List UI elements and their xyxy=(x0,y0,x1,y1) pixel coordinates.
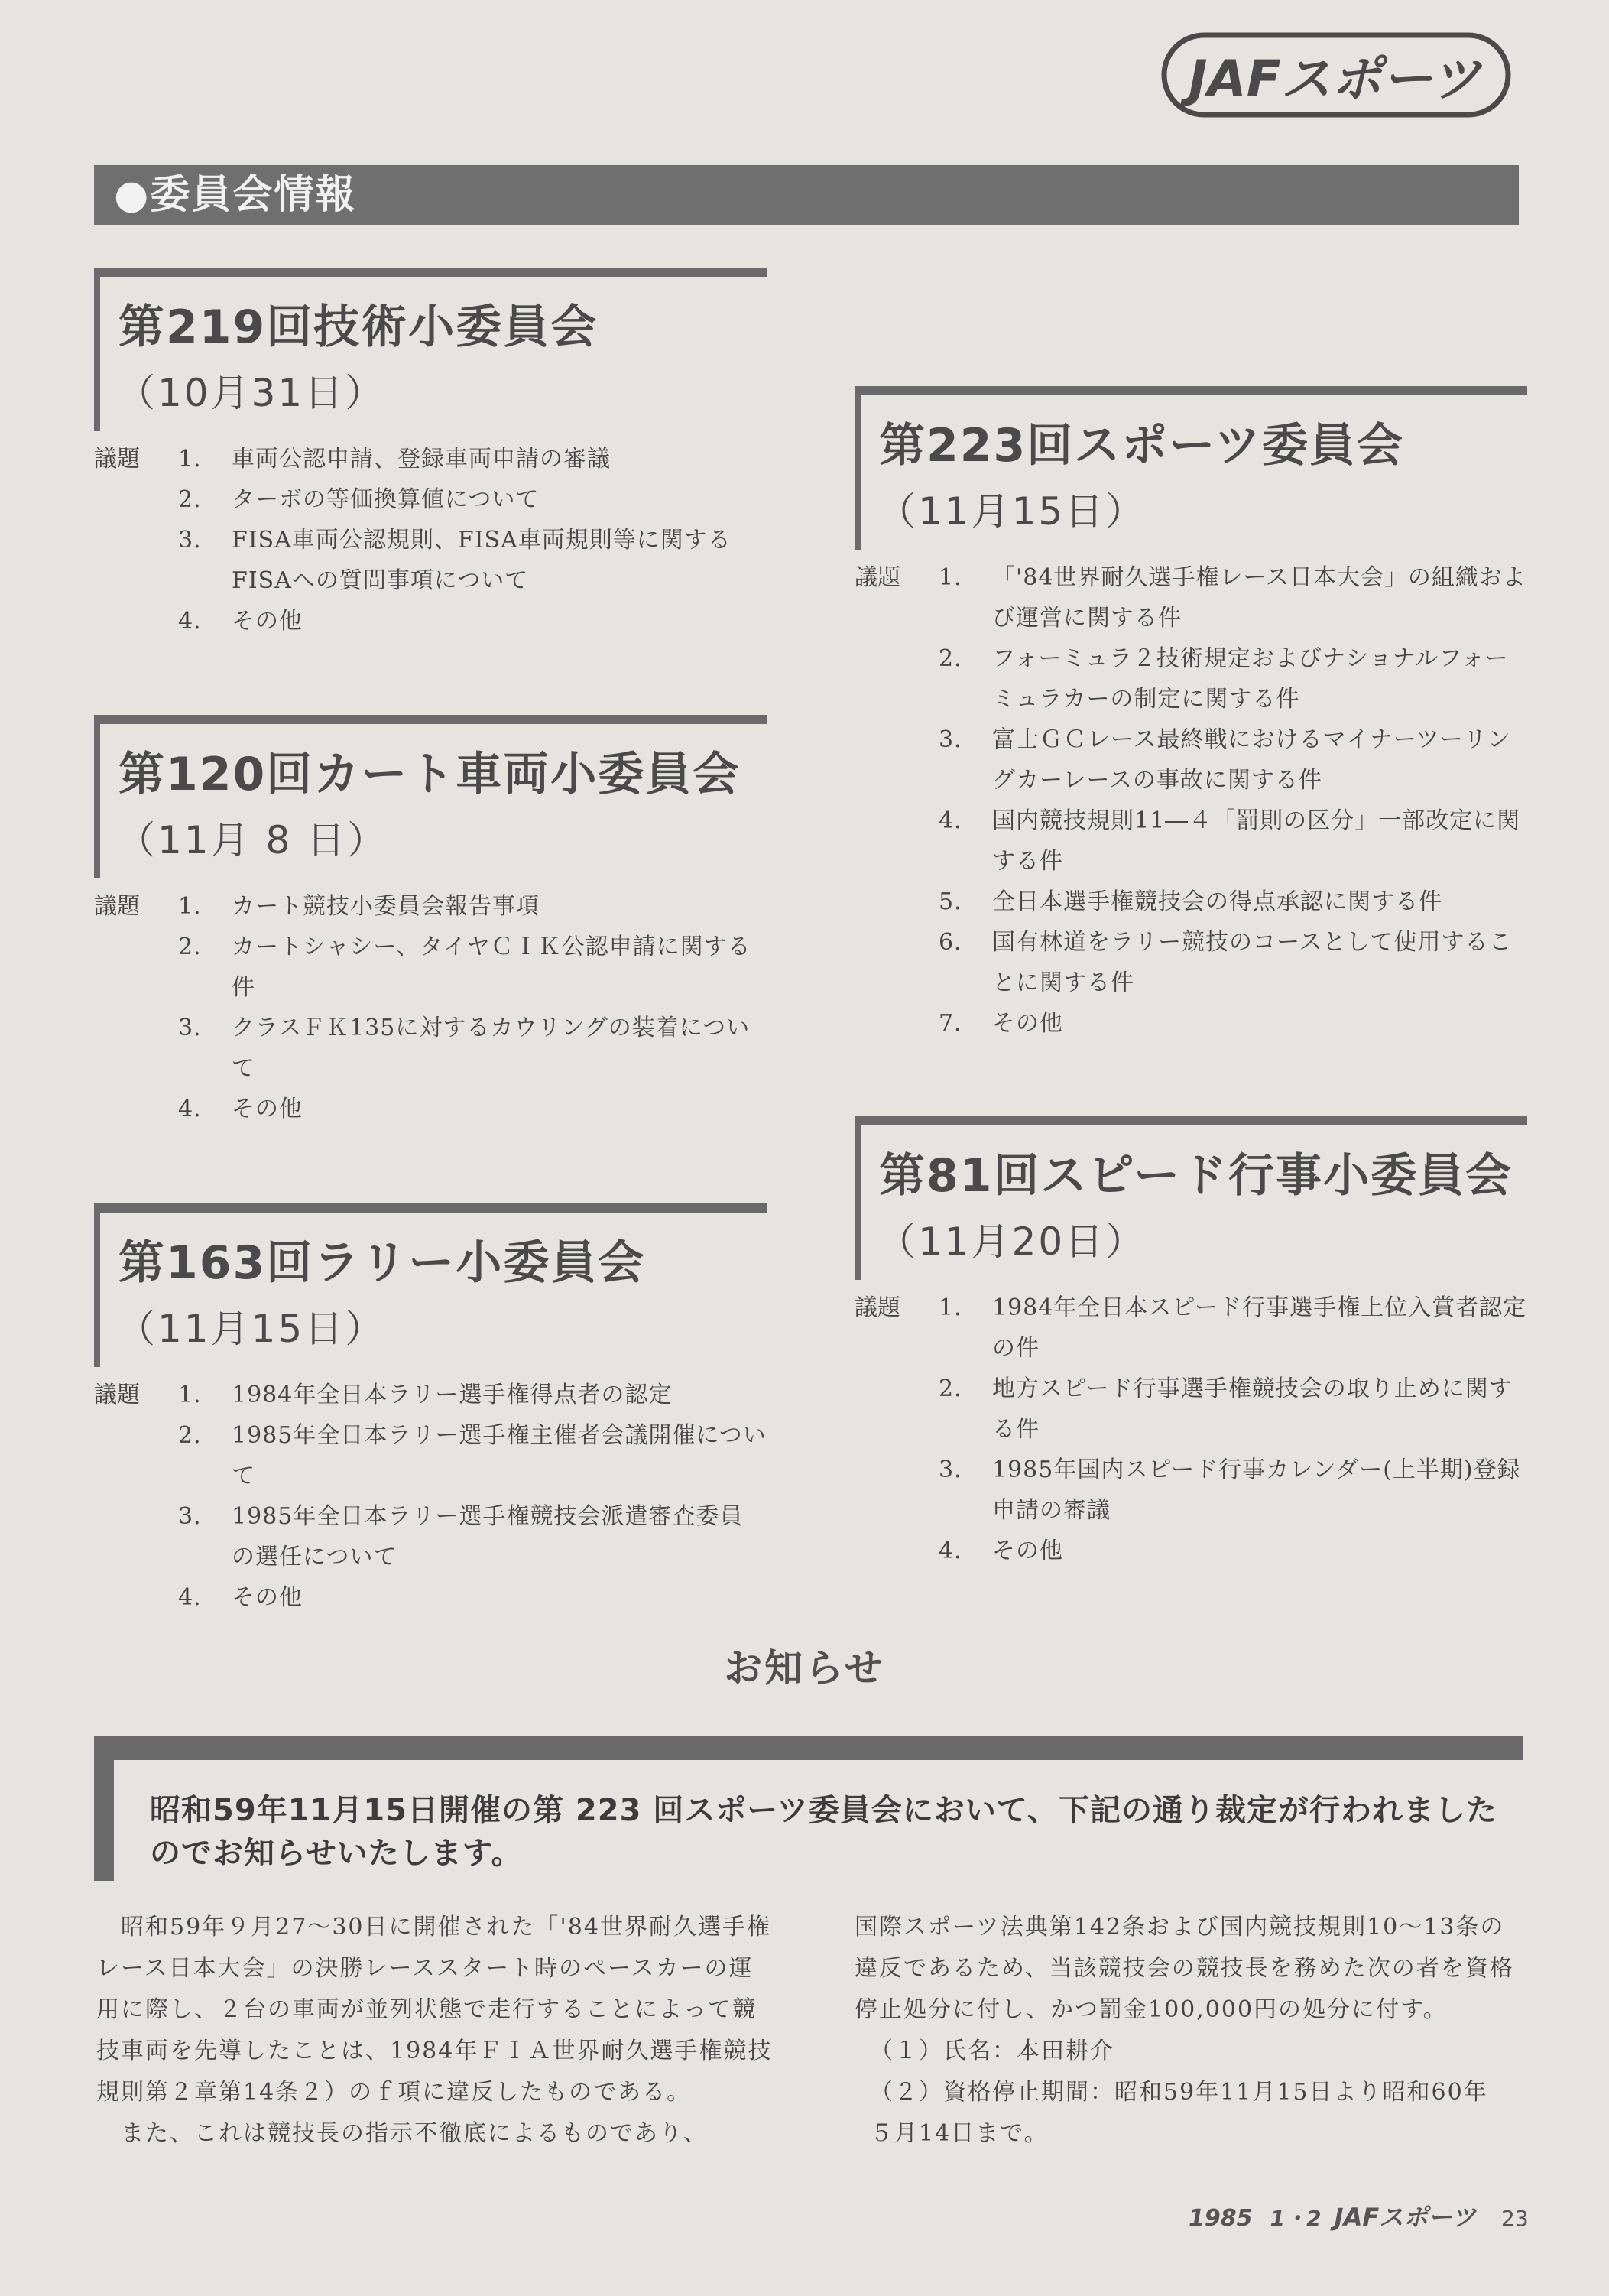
agenda-item-number: 1． xyxy=(178,893,218,920)
committee-219 xyxy=(94,268,767,641)
agenda-item-text: 1985年全日本ラリー選手権競技会派遣審査委員の選任について xyxy=(232,1503,744,1570)
committee-date: （11月20日） xyxy=(877,1219,1147,1264)
agenda-item-number: 4． xyxy=(939,807,978,834)
agenda-item xyxy=(939,1450,1527,1531)
notice-body-left xyxy=(96,1907,777,2155)
agenda-item-text: 車両公認申請、登録車両申請の審議 xyxy=(232,446,611,473)
agenda-item-text: カートシャシー、タイヤＣＩＫ公認申請に関する件 xyxy=(232,934,751,1001)
agenda xyxy=(94,439,767,641)
notice-lead: 昭和59年11月15日開催の第 223 回スポーツ委員会において、下記の通り裁定が行われましたのでお知らせいたします。 xyxy=(150,1793,1497,1871)
agenda-item-text: 国有林道をラリー競技のコースとして使用することに関する件 xyxy=(992,929,1513,996)
jaf-sports-logo xyxy=(1158,29,1517,121)
logo-text: JAFスポーツ xyxy=(1189,50,1481,109)
agenda-item-number: 3． xyxy=(939,726,978,753)
committee-header xyxy=(94,715,767,878)
committee-title: 第120回カート車両小委員会 xyxy=(118,748,741,801)
agenda-item-number: 2． xyxy=(939,1375,978,1402)
agenda xyxy=(855,1288,1527,1571)
penalty-period: （２）資格停止期間：昭和59年11月15日より昭和60年５月14日まで。 xyxy=(870,2079,1488,2147)
agenda-item xyxy=(178,1008,767,1089)
agenda-item xyxy=(939,882,1527,922)
logo-graphic xyxy=(1158,29,1517,121)
committee-223 xyxy=(855,386,1527,1044)
footer-month: 1・2 xyxy=(1270,2206,1322,2231)
agenda-item-text: その他 xyxy=(992,1538,1063,1564)
agenda-item-number: 4． xyxy=(939,1538,978,1564)
committee-date: （11月15日） xyxy=(877,489,1147,534)
agenda-label: 議題 xyxy=(94,893,140,920)
agenda-item xyxy=(939,1003,1527,1044)
committee-title: 第81回スピード行事小委員会 xyxy=(879,1149,1513,1203)
agenda-item-text: ターボの等価換算値について xyxy=(232,486,540,513)
agenda-item-number: 3． xyxy=(939,1457,978,1483)
agenda-item-number: 4． xyxy=(178,608,218,635)
agenda-item-text: 1985年国内スピード行事カレンダー(上半期)登録申請の審議 xyxy=(992,1457,1521,1524)
agenda-item-text: 1984年全日本ラリー選手権得点者の認定 xyxy=(232,1382,673,1408)
committee-title: 第219回技術小委員会 xyxy=(118,300,599,354)
agenda-item xyxy=(939,1369,1527,1450)
agenda-item-text: 全日本選手権競技会の得点承認に関する件 xyxy=(992,888,1442,915)
agenda-item xyxy=(178,1415,767,1496)
committee-120 xyxy=(94,715,767,1129)
agenda-item xyxy=(178,1496,767,1577)
committee-title: 第223回スポーツ委員会 xyxy=(879,419,1404,473)
agenda-item-text: その他 xyxy=(232,608,303,635)
agenda xyxy=(855,557,1527,1044)
agenda-item-text: 1985年全日本ラリー選手権主催者会議開催について xyxy=(232,1422,767,1489)
footer-logo: JAFスポーツ xyxy=(1334,2203,1476,2232)
committee-header xyxy=(855,1116,1527,1280)
agenda-item xyxy=(178,439,767,479)
notice-heading: お知らせ xyxy=(724,1646,885,1690)
agenda-item-text: その他 xyxy=(992,1010,1063,1037)
agenda-item-text: クラスＦＫ135に対するカウリングの装着について xyxy=(232,1015,751,1082)
agenda-item xyxy=(178,927,767,1008)
agenda-item xyxy=(939,1288,1527,1369)
page-footer xyxy=(1189,2198,1529,2232)
agenda-item-text: 1984年全日本スピード行事選手権上位入賞者認定の件 xyxy=(992,1294,1527,1362)
footer-year: 1985 xyxy=(1189,2205,1253,2232)
notice-paragraph: 国際スポーツ法典第142条および国内競技規則10～13条の違反であるため、当該競技会の競技長を務めた次の者を資格停止処分に付し、かつ罰金100,000円の処分に付す。 xyxy=(855,1914,1514,2023)
agenda-item-text: フォーミュラ２技術規定およびナショナルフォーミュラカーの制定に関する件 xyxy=(992,645,1509,713)
penalty-name: （１）氏名：本田耕介 xyxy=(870,2038,1114,2064)
agenda xyxy=(94,886,767,1129)
agenda-label: 議題 xyxy=(94,1382,140,1408)
agenda-item xyxy=(178,886,767,927)
agenda-label: 議題 xyxy=(855,564,900,591)
committee-header xyxy=(94,1203,767,1367)
agenda-item xyxy=(939,719,1527,801)
notice-body-right xyxy=(855,1907,1527,2155)
committee-date: （10月31日） xyxy=(117,371,386,415)
agenda-item-number: 3． xyxy=(178,1015,218,1041)
notice-paragraph: また、これは競技長の指示不徹底によるものであり、 xyxy=(96,2120,708,2147)
agenda-item xyxy=(178,1375,767,1415)
agenda-item xyxy=(178,520,767,601)
agenda-item-number: 1． xyxy=(939,564,978,591)
agenda-item-number: 7． xyxy=(939,1010,978,1037)
section-title-bar xyxy=(94,165,1519,225)
committee-title: 第163回ラリー小委員会 xyxy=(118,1236,646,1290)
agenda-item xyxy=(178,479,767,520)
agenda-item-number: 6． xyxy=(939,929,978,956)
agenda-item-text: 「'84世界耐久選手権レース日本大会」の組織および運営に関する件 xyxy=(992,564,1526,632)
committee-header xyxy=(94,268,767,431)
agenda-item-number: 2． xyxy=(178,1422,218,1449)
agenda-label: 議題 xyxy=(94,446,140,473)
agenda-item-text: FISA車両公認規則、FISA車両規則等に関するFISAへの質問事項について xyxy=(232,527,732,594)
agenda-item-number: 1． xyxy=(939,1294,978,1321)
agenda-item-number: 1． xyxy=(178,446,218,473)
agenda-item-number: 3． xyxy=(178,527,218,554)
committee-header xyxy=(855,386,1527,550)
agenda-item xyxy=(178,1577,767,1618)
agenda-item-text: カート競技小委員会報告事項 xyxy=(232,893,540,920)
agenda-item xyxy=(939,638,1527,719)
section-title: ●委員会情報 xyxy=(114,172,357,218)
agenda-item-number: 1． xyxy=(178,1382,218,1408)
agenda-item xyxy=(939,801,1527,882)
agenda-item-text: その他 xyxy=(232,1584,303,1611)
agenda-item-number: 2． xyxy=(178,486,218,513)
agenda-item xyxy=(939,922,1527,1003)
agenda-label: 議題 xyxy=(855,1294,900,1321)
agenda-item-number: 2． xyxy=(939,645,978,672)
agenda-item xyxy=(939,1531,1527,1571)
committee-date: （11月15日） xyxy=(117,1307,386,1351)
agenda-item-number: 4． xyxy=(178,1096,218,1122)
agenda-item-number: 3． xyxy=(178,1503,218,1530)
notice-paragraph: 昭和59年９月27～30日に開催された「'84世界耐久選手権レース日本大会」の決勝レーススタート時のペースカーの運用に際し、２台の車両が並列状態で走行することによって競技車両を先導したことは、1984年ＦＩＡ世界耐久選手権競技規則第２章第14条２）のｆ項に違反したものである。 xyxy=(96,1914,773,2106)
agenda-item xyxy=(178,601,767,641)
committee-163 xyxy=(94,1203,767,1618)
committee-date: （11月 8 日） xyxy=(117,818,388,862)
agenda-item-text: 国内競技規則11―４「罰則の区分」一部改定に関する件 xyxy=(992,807,1521,875)
agenda-item-number: 5． xyxy=(939,888,978,915)
agenda-item xyxy=(178,1089,767,1129)
agenda xyxy=(94,1375,767,1618)
committee-81 xyxy=(855,1116,1527,1571)
agenda-item-number: 4． xyxy=(178,1584,218,1611)
agenda-item-text: 富士ＧＣレース最終戦におけるマイナーツーリングカーレースの事故に関する件 xyxy=(992,726,1511,794)
agenda-item-text: 地方スピード行事選手権競技会の取り止めに関する件 xyxy=(992,1375,1513,1443)
agenda-item xyxy=(939,557,1527,638)
agenda-item-number: 2． xyxy=(178,934,218,960)
agenda-item-text: その他 xyxy=(232,1096,303,1122)
page-number: 23 xyxy=(1501,2206,1529,2231)
